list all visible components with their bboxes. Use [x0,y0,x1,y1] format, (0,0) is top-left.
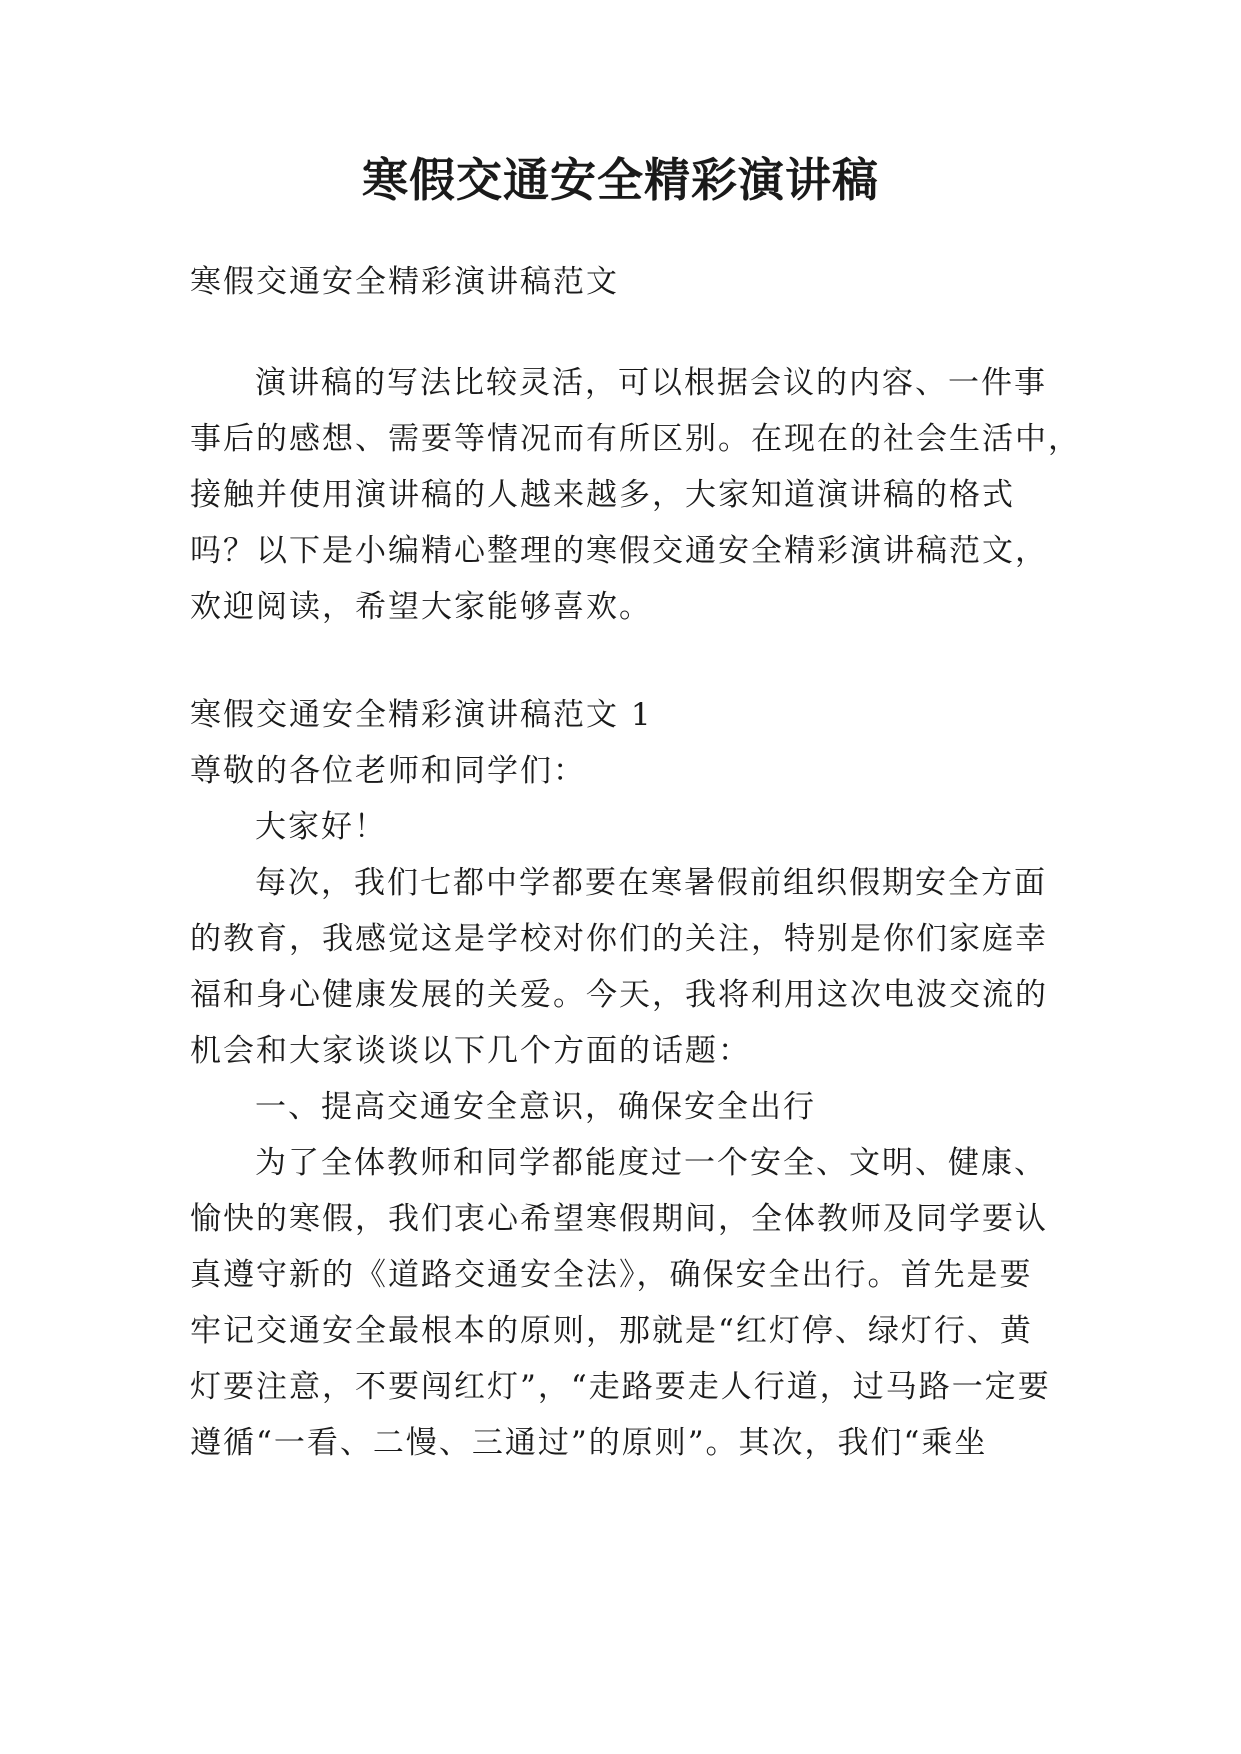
document-title: 寒假交通安全精彩演讲稿 [362,153,879,207]
section-heading: 寒假交通安全精彩演讲稿范文 1 [190,697,653,733]
intro-line-4: 吗？以下是小编精心整理的寒假交通安全精彩演讲稿范文， [190,533,1048,569]
body-line-9: 灯要注意，不要闯红灯”，“走路要走人行道，过马路一定要 [190,1369,1051,1405]
body-line-4: 机会和大家谈谈以下几个方面的话题： [190,1033,751,1069]
greeting-line: 大家好！ [255,809,387,845]
body-line-1: 每次，我们七都中学都要在寒暑假前组织假期安全方面 [255,865,1047,901]
intro-line-1: 演讲稿的写法比较灵活，可以根据会议的内容、一件事 [255,365,1047,401]
body-line-7: 真遵守新的《道路交通安全法》，确保安全出行。首先是要 [190,1257,1033,1293]
body-line-6: 愉快的寒假，我们衷心希望寒假期间，全体教师及同学要认 [190,1201,1048,1237]
body-line-5: 为了全体教师和同学都能度过一个安全、文明、健康、 [255,1145,1047,1181]
salutation-line: 尊敬的各位老师和同学们： [190,753,586,789]
body-line-10: 遵循“一看、二慢、三通过”的原则”。其次，我们“乘坐 [190,1425,988,1461]
body-line-3: 福和身心健康发展的关爱。今天，我将利用这次电波交流的 [190,977,1048,1013]
body-line-8: 牢记交通安全最根本的原则，那就是“红灯停、绿灯行、黄 [190,1313,1033,1349]
point-heading-1: 一、提高交通安全意识，确保安全出行 [255,1089,816,1125]
intro-line-3: 接触并使用演讲稿的人越来越多，大家知道演讲稿的格式 [190,477,1015,513]
subtitle-line: 寒假交通安全精彩演讲稿范文 [190,264,619,300]
intro-line-5: 欢迎阅读，希望大家能够喜欢。 [190,589,652,625]
body-line-2: 的教育，我感觉这是学校对你们的关注，特别是你们家庭幸 [190,921,1048,957]
intro-line-2: 事后的感想、需要等情况而有所区别。在现在的社会生活中， [190,421,1081,457]
